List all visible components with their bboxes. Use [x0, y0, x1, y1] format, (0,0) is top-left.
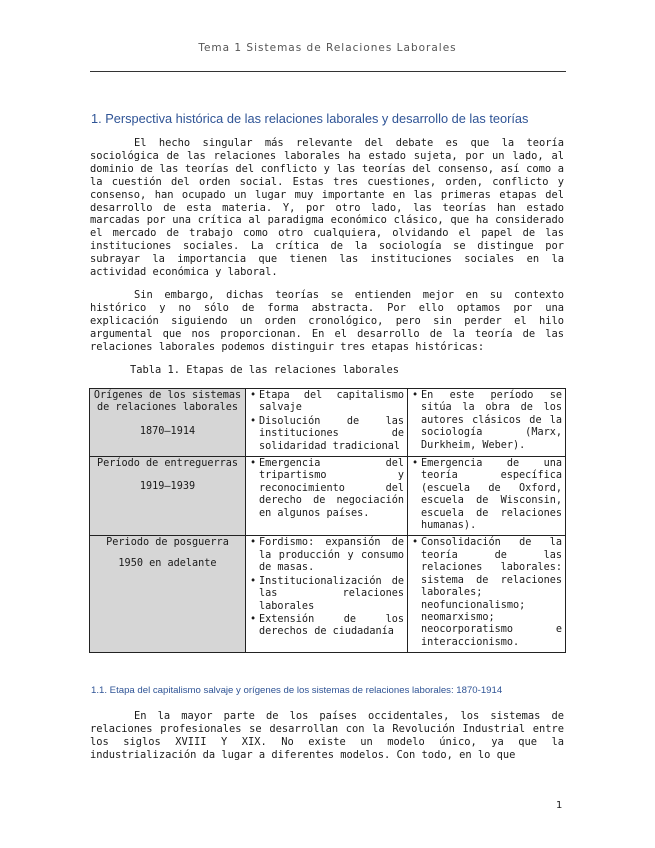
stage-name: Periodo de posguerra	[106, 537, 229, 549]
theory-cell	[408, 457, 566, 536]
table-caption: Tabla 1. Etapas de las relaciones laborales	[130, 364, 399, 376]
list-item: • Extensión de los derechos de ciudadanía	[249, 614, 404, 639]
features-cell	[246, 457, 408, 536]
subsection-title: 1.1. Etapa del capitalismo salvaje y orígenes de los sistemas de relaciones laborales: 1870-1914	[91, 685, 503, 696]
stage-name: Período de entreguerras	[96, 458, 239, 470]
stage-cell	[90, 457, 246, 536]
theory-cell	[408, 389, 566, 457]
header-rule	[90, 71, 566, 72]
list-item: • En este período se sitúa la obra de los autores clásicos de la sociología (Marx, Durkheim, Weber).	[411, 390, 562, 452]
stage-name: Orígenes de los sistemas de relaciones laborales	[93, 390, 242, 414]
stage-cell	[90, 389, 246, 457]
body-paragraph-1: El hecho singular más relevante del debate es que la teoría sociológica de las relaciones laborales ha estado sujeta, por un lado, al dominio de las teorías del conflicto y las teorías del consenso, así como a la cuestión del orden social. Estas tres cuestiones, orden, conflicto y consenso, han ocupado un lugar muy importante en las primeras etapas del desarrollo de esta materia. Y, por otro lado, las teorías han estado marcadas por una crítica al paradigma económico clásico, que ha considerado el mercado de trabajo como otro cualquiera, olvidando el papel de las instituciones sociales. La crítica de la sociología se distingue por subrayar la importancia que tienen las instituciones sociales en la actividad económica y laboral.	[90, 137, 564, 279]
features-cell	[246, 536, 408, 653]
list-item: • Institucionalización de las relaciones laborales	[249, 576, 404, 613]
list-item: • Disolución de las instituciones de solidaridad tradicional	[249, 416, 404, 453]
table-row	[90, 389, 566, 457]
stage-period: 1870–1914	[139, 425, 196, 437]
body-paragraph-3: En la mayor parte de los países occidentales, los sistemas de relaciones profesionales se desarrollan con la Revolución Industrial entre los siglos XVIII Y XIX. No existe un modelo único, ya que la industrialización da lugar a diferentes modelos. Con todo, en lo que	[90, 710, 564, 761]
list-item: • Consolidación de la teoría de las relaciones laborales: sistema de relaciones laborales; neofuncionalismo; neomarxismo; neocorporatismo e interaccionismo.	[411, 537, 562, 649]
page-number: 1	[556, 800, 563, 811]
stage-cell	[90, 536, 246, 653]
table-row	[90, 457, 566, 536]
section-title: 1. Perspectiva histórica de las relaciones laborales y desarrollo de las teorías	[91, 111, 529, 126]
page-header: Tema 1 Sistemas de Relaciones Laborales	[198, 42, 457, 54]
stage-period: 1950 en adelante	[118, 557, 217, 569]
list-item: • Fordismo: expansión de la producción y consumo de masas.	[249, 537, 404, 574]
list-item: • Etapa del capitalismo salvaje	[249, 390, 404, 415]
stages-table	[89, 388, 566, 653]
table-row	[90, 536, 566, 653]
stage-period: 1919–1939	[139, 481, 196, 493]
theory-cell	[408, 536, 566, 653]
list-item: • Emergencia de una teoría específica (escuela de Oxford, escuela de Wisconsin, escuela de relaciones humanas).	[411, 458, 562, 532]
features-cell	[246, 389, 408, 457]
body-paragraph-2: Sin embargo, dichas teorías se entienden mejor en su contexto histórico y no sólo de forma abstracta. Por ello optamos por una explicación siguiendo un orden cronológico, pero sin perder el hilo argumental que nos proporcionan. En el desarrollo de la teoría de las relaciones laborales podemos distinguir tres etapas históricas:	[90, 289, 564, 353]
list-item: • Emergencia del tripartismo y reconocimiento del derecho de negociación en algunos países.	[249, 458, 404, 520]
